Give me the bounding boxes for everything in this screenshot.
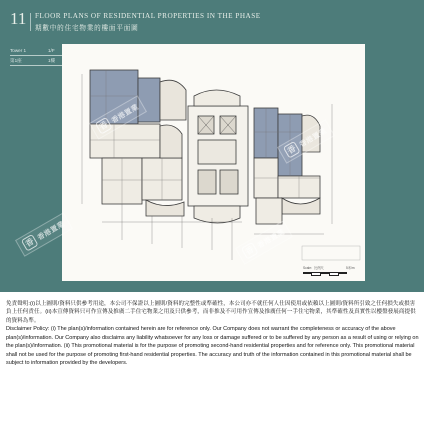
section-title-en: FLOOR PLANS OF RESIDENTIAL PROPERTIES IN THE PHASE [35, 12, 261, 20]
info-label: Tower 1 [10, 48, 27, 53]
bay-window [160, 80, 186, 120]
watermark-logo-icon: 香 [241, 242, 259, 260]
bay-window [160, 125, 182, 158]
info-row [10, 46, 68, 56]
bay-window [282, 198, 320, 214]
bay-window [146, 200, 184, 216]
legend-box [302, 246, 360, 260]
floor-plan-drawing [62, 44, 365, 281]
core [188, 90, 248, 223]
disclaimer-zh: 免責聲明:(i)以上圖則/資料只供參考用途，本公司不保證以上圖則/資料的完整性或準確性，本公司亦不就任何人仕因使用或依賴以上圖則/資料所引致之任何損失或損害負上任何責任。(ii)本宣傳資料只可作宣傳及推廣二手住宅物業之用及只供參考，而非推及不可用作宣傳及推廣任何一手住宅物業，其準確性及真實性以樓盤發展商提供的資料為準。 [6, 301, 416, 324]
floor-plan-sheet [62, 44, 365, 281]
watermark-text: 香港置業 [36, 220, 66, 242]
scale-segment [321, 272, 329, 274]
watermark-text: 香港置業 [256, 228, 286, 250]
header-divider [30, 13, 31, 31]
section-number: 11 [10, 9, 27, 28]
watermark-logo-icon: 香 [283, 141, 301, 159]
watermark-text: 香港置業 [110, 103, 140, 125]
scale-unit-label: 5米/m [346, 266, 355, 270]
watermark-logo-icon: 香 [95, 117, 113, 135]
unit-b-highlight [138, 78, 160, 122]
scale-segment [329, 272, 339, 276]
disclaimer [6, 300, 419, 368]
section-title-zh: 期數中的住宅物業的樓面平面圖 [35, 25, 139, 32]
info-value: 1樓 [48, 57, 56, 63]
right-wing [254, 108, 320, 224]
disclaimer-en: Disclaimer Policy: (i) The plan(s)/information contained herein are for reference only. Our Company does not warrant the completeness or accuracy of the above plan(s)/information. Our Company also disclaims any liability whatsoever for any loss or damage suffered or to be suffered by any person as a result of using or relying on the plan(s)/information. (ii) This promotional material is for the purpose of promoting second-hand residential properties and for reference only. This promotional material shall not be used for the purpose of promoting first-hand residential properties. The accuracy and truth of the information contained in this promotional material shall be subject to information provided by the developers. [6, 326, 419, 367]
info-row [10, 56, 68, 66]
info-label: 第1座 [10, 57, 22, 63]
info-value: 1/F [48, 48, 55, 53]
left-wing [90, 70, 186, 216]
scale-label: Scale：比例尺 [303, 266, 324, 270]
scale-bar [303, 272, 347, 276]
watermark-text: 香港置業 [298, 127, 328, 149]
scale-segment [339, 272, 347, 274]
scale-segment [311, 272, 321, 276]
watermark-logo-icon: 香 [21, 234, 39, 252]
info-table [10, 46, 68, 66]
scale-segment [303, 272, 311, 274]
